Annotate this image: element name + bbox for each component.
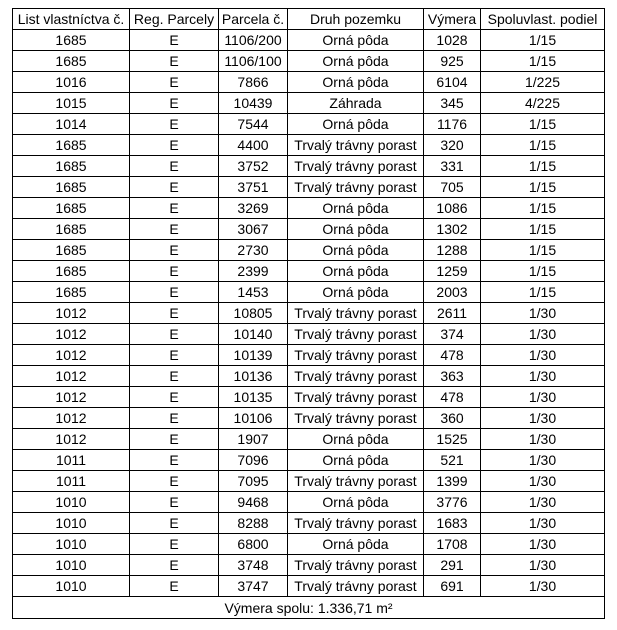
cell-vymera: 291 xyxy=(424,555,481,576)
cell-spoluvlast-podiel: 1/30 xyxy=(481,534,605,555)
cell-parcela-cislo: 10805 xyxy=(219,303,288,324)
table-row xyxy=(13,303,605,324)
cell-list-vlastnictva: 1014 xyxy=(13,114,130,135)
cell-spoluvlast-podiel: 1/30 xyxy=(481,366,605,387)
table-row xyxy=(13,135,605,156)
cell-reg-parcely: E xyxy=(130,135,219,156)
cell-vymera: 691 xyxy=(424,576,481,597)
total-area-cell: Výmera spolu: 1.336,71 m² xyxy=(13,597,605,619)
cell-spoluvlast-podiel: 1/15 xyxy=(481,198,605,219)
cell-vymera: 1525 xyxy=(424,429,481,450)
table-row xyxy=(13,576,605,597)
table-row xyxy=(13,534,605,555)
cell-spoluvlast-podiel: 1/30 xyxy=(481,345,605,366)
cell-list-vlastnictva: 1685 xyxy=(13,30,130,51)
cell-reg-parcely: E xyxy=(130,198,219,219)
cell-reg-parcely: E xyxy=(130,387,219,408)
cell-vymera: 2611 xyxy=(424,303,481,324)
table-row xyxy=(13,429,605,450)
cell-parcela-cislo: 3067 xyxy=(219,219,288,240)
table-row xyxy=(13,93,605,114)
cell-vymera: 1176 xyxy=(424,114,481,135)
cell-list-vlastnictva: 1685 xyxy=(13,198,130,219)
cell-reg-parcely: E xyxy=(130,471,219,492)
table-row xyxy=(13,471,605,492)
cell-vymera: 1259 xyxy=(424,261,481,282)
cell-druh-pozemku: Orná pôda xyxy=(288,198,424,219)
cell-list-vlastnictva: 1685 xyxy=(13,219,130,240)
cell-druh-pozemku: Trvalý trávny porast xyxy=(288,513,424,534)
cell-parcela-cislo: 10136 xyxy=(219,366,288,387)
cell-parcela-cislo: 10139 xyxy=(219,345,288,366)
cell-list-vlastnictva: 1685 xyxy=(13,135,130,156)
cell-parcela-cislo: 4400 xyxy=(219,135,288,156)
table-row xyxy=(13,408,605,429)
cell-druh-pozemku: Trvalý trávny porast xyxy=(288,366,424,387)
cell-list-vlastnictva: 1012 xyxy=(13,366,130,387)
cell-list-vlastnictva: 1012 xyxy=(13,303,130,324)
cell-druh-pozemku: Orná pôda xyxy=(288,219,424,240)
cell-druh-pozemku: Orná pôda xyxy=(288,429,424,450)
cell-parcela-cislo: 10140 xyxy=(219,324,288,345)
cell-reg-parcely: E xyxy=(130,513,219,534)
cell-parcela-cislo: 3269 xyxy=(219,198,288,219)
header-parcela-cislo: Parcela č. xyxy=(219,9,288,30)
cell-druh-pozemku: Orná pôda xyxy=(288,534,424,555)
cell-reg-parcely: E xyxy=(130,429,219,450)
cell-reg-parcely: E xyxy=(130,345,219,366)
cell-vymera: 1302 xyxy=(424,219,481,240)
cell-druh-pozemku: Trvalý trávny porast xyxy=(288,576,424,597)
cell-list-vlastnictva: 1012 xyxy=(13,324,130,345)
cell-vymera: 374 xyxy=(424,324,481,345)
cell-list-vlastnictva: 1010 xyxy=(13,555,130,576)
cell-parcela-cislo: 3751 xyxy=(219,177,288,198)
cell-vymera: 1399 xyxy=(424,471,481,492)
table-body xyxy=(13,30,605,597)
cell-reg-parcely: E xyxy=(130,261,219,282)
cell-reg-parcely: E xyxy=(130,303,219,324)
cell-parcela-cislo: 2730 xyxy=(219,240,288,261)
cell-reg-parcely: E xyxy=(130,93,219,114)
table-row xyxy=(13,513,605,534)
cell-parcela-cislo: 1106/100 xyxy=(219,51,288,72)
cell-spoluvlast-podiel: 1/15 xyxy=(481,282,605,303)
cell-list-vlastnictva: 1685 xyxy=(13,261,130,282)
cell-druh-pozemku: Orná pôda xyxy=(288,450,424,471)
cell-spoluvlast-podiel: 1/15 xyxy=(481,51,605,72)
cell-vymera: 1288 xyxy=(424,240,481,261)
cell-parcela-cislo: 9468 xyxy=(219,492,288,513)
cell-spoluvlast-podiel: 1/30 xyxy=(481,450,605,471)
cell-druh-pozemku: Trvalý trávny porast xyxy=(288,303,424,324)
table-row xyxy=(13,324,605,345)
cell-vymera: 363 xyxy=(424,366,481,387)
cell-parcela-cislo: 10439 xyxy=(219,93,288,114)
cell-druh-pozemku: Trvalý trávny porast xyxy=(288,345,424,366)
cell-spoluvlast-podiel: 1/15 xyxy=(481,219,605,240)
table-row xyxy=(13,492,605,513)
cell-parcela-cislo: 1106/200 xyxy=(219,30,288,51)
cell-list-vlastnictva: 1012 xyxy=(13,387,130,408)
cell-vymera: 478 xyxy=(424,387,481,408)
cell-list-vlastnictva: 1685 xyxy=(13,156,130,177)
cell-parcela-cislo: 2399 xyxy=(219,261,288,282)
cell-reg-parcely: E xyxy=(130,177,219,198)
header-vymera: Výmera xyxy=(424,9,481,30)
cell-druh-pozemku: Trvalý trávny porast xyxy=(288,408,424,429)
cell-vymera: 320 xyxy=(424,135,481,156)
cell-druh-pozemku: Orná pôda xyxy=(288,114,424,135)
cell-spoluvlast-podiel: 1/30 xyxy=(481,303,605,324)
cell-vymera: 360 xyxy=(424,408,481,429)
cell-spoluvlast-podiel: 1/30 xyxy=(481,576,605,597)
cell-druh-pozemku: Orná pôda xyxy=(288,261,424,282)
cell-druh-pozemku: Trvalý trávny porast xyxy=(288,177,424,198)
cell-druh-pozemku: Orná pôda xyxy=(288,282,424,303)
total-row xyxy=(13,597,605,619)
cell-spoluvlast-podiel: 1/15 xyxy=(481,30,605,51)
cell-spoluvlast-podiel: 1/30 xyxy=(481,429,605,450)
cell-druh-pozemku: Trvalý trávny porast xyxy=(288,324,424,345)
table-row xyxy=(13,345,605,366)
cell-spoluvlast-podiel: 1/15 xyxy=(481,240,605,261)
table-row xyxy=(13,177,605,198)
cell-vymera: 331 xyxy=(424,156,481,177)
cell-reg-parcely: E xyxy=(130,156,219,177)
cell-reg-parcely: E xyxy=(130,576,219,597)
cell-parcela-cislo: 1907 xyxy=(219,429,288,450)
cell-list-vlastnictva: 1010 xyxy=(13,513,130,534)
table-row xyxy=(13,282,605,303)
cell-spoluvlast-podiel: 1/30 xyxy=(481,408,605,429)
cell-vymera: 2003 xyxy=(424,282,481,303)
cell-vymera: 6104 xyxy=(424,72,481,93)
cell-reg-parcely: E xyxy=(130,492,219,513)
table-row xyxy=(13,51,605,72)
header-spoluvlast-podiel: Spoluvlast. podiel xyxy=(481,9,605,30)
table-header-row xyxy=(13,9,605,30)
cell-druh-pozemku: Záhrada xyxy=(288,93,424,114)
cell-list-vlastnictva: 1016 xyxy=(13,72,130,93)
cell-spoluvlast-podiel: 1/15 xyxy=(481,177,605,198)
cell-reg-parcely: E xyxy=(130,240,219,261)
cell-list-vlastnictva: 1011 xyxy=(13,450,130,471)
cell-vymera: 1086 xyxy=(424,198,481,219)
cell-vymera: 1683 xyxy=(424,513,481,534)
cell-parcela-cislo: 10106 xyxy=(219,408,288,429)
cell-list-vlastnictva: 1010 xyxy=(13,492,130,513)
header-druh-pozemku: Druh pozemku xyxy=(288,9,424,30)
cell-druh-pozemku: Trvalý trávny porast xyxy=(288,135,424,156)
cell-spoluvlast-podiel: 1/30 xyxy=(481,387,605,408)
table-row xyxy=(13,156,605,177)
cell-druh-pozemku: Trvalý trávny porast xyxy=(288,156,424,177)
cell-parcela-cislo: 10135 xyxy=(219,387,288,408)
cell-vymera: 705 xyxy=(424,177,481,198)
cell-druh-pozemku: Orná pôda xyxy=(288,240,424,261)
cell-druh-pozemku: Trvalý trávny porast xyxy=(288,387,424,408)
table-row xyxy=(13,72,605,93)
table-row xyxy=(13,555,605,576)
cell-vymera: 3776 xyxy=(424,492,481,513)
cell-vymera: 925 xyxy=(424,51,481,72)
cell-parcela-cislo: 7866 xyxy=(219,72,288,93)
cell-list-vlastnictva: 1685 xyxy=(13,240,130,261)
cell-reg-parcely: E xyxy=(130,408,219,429)
cell-druh-pozemku: Trvalý trávny porast xyxy=(288,555,424,576)
cell-reg-parcely: E xyxy=(130,30,219,51)
cell-reg-parcely: E xyxy=(130,282,219,303)
cell-druh-pozemku: Trvalý trávny porast xyxy=(288,471,424,492)
cell-vymera: 345 xyxy=(424,93,481,114)
cell-spoluvlast-podiel: 1/15 xyxy=(481,114,605,135)
cell-druh-pozemku: Orná pôda xyxy=(288,72,424,93)
cell-reg-parcely: E xyxy=(130,555,219,576)
cell-vymera: 478 xyxy=(424,345,481,366)
cell-list-vlastnictva: 1010 xyxy=(13,576,130,597)
cell-reg-parcely: E xyxy=(130,450,219,471)
cell-parcela-cislo: 7095 xyxy=(219,471,288,492)
table-row xyxy=(13,30,605,51)
table-row xyxy=(13,366,605,387)
cell-reg-parcely: E xyxy=(130,72,219,93)
table-row xyxy=(13,261,605,282)
cell-druh-pozemku: Orná pôda xyxy=(288,51,424,72)
table-row xyxy=(13,387,605,408)
cell-list-vlastnictva: 1010 xyxy=(13,534,130,555)
cell-parcela-cislo: 7544 xyxy=(219,114,288,135)
cell-parcela-cislo: 6800 xyxy=(219,534,288,555)
cell-list-vlastnictva: 1685 xyxy=(13,51,130,72)
table-row xyxy=(13,219,605,240)
header-reg-parcely: Reg. Parcely xyxy=(130,9,219,30)
cell-spoluvlast-podiel: 1/15 xyxy=(481,156,605,177)
cell-parcela-cislo: 7096 xyxy=(219,450,288,471)
table-row xyxy=(13,450,605,471)
table-row xyxy=(13,240,605,261)
cell-vymera: 1028 xyxy=(424,30,481,51)
cell-parcela-cislo: 8288 xyxy=(219,513,288,534)
cell-list-vlastnictva: 1685 xyxy=(13,282,130,303)
table-row xyxy=(13,114,605,135)
cell-reg-parcely: E xyxy=(130,219,219,240)
cell-list-vlastnictva: 1015 xyxy=(13,93,130,114)
cell-reg-parcely: E xyxy=(130,534,219,555)
cell-spoluvlast-podiel: 1/30 xyxy=(481,555,605,576)
cell-spoluvlast-podiel: 1/30 xyxy=(481,492,605,513)
cell-list-vlastnictva: 1012 xyxy=(13,345,130,366)
cell-spoluvlast-podiel: 1/225 xyxy=(481,72,605,93)
table-row xyxy=(13,198,605,219)
cell-list-vlastnictva: 1685 xyxy=(13,177,130,198)
cell-reg-parcely: E xyxy=(130,324,219,345)
cell-vymera: 521 xyxy=(424,450,481,471)
cell-spoluvlast-podiel: 1/30 xyxy=(481,471,605,492)
cell-vymera: 1708 xyxy=(424,534,481,555)
cell-spoluvlast-podiel: 1/30 xyxy=(481,324,605,345)
cell-spoluvlast-podiel: 4/225 xyxy=(481,93,605,114)
cell-list-vlastnictva: 1012 xyxy=(13,408,130,429)
cell-reg-parcely: E xyxy=(130,366,219,387)
cell-list-vlastnictva: 1012 xyxy=(13,429,130,450)
parcel-table xyxy=(12,8,605,619)
cell-druh-pozemku: Orná pôda xyxy=(288,30,424,51)
cell-reg-parcely: E xyxy=(130,51,219,72)
cell-spoluvlast-podiel: 1/15 xyxy=(481,135,605,156)
cell-druh-pozemku: Orná pôda xyxy=(288,492,424,513)
cell-parcela-cislo: 3748 xyxy=(219,555,288,576)
cell-parcela-cislo: 1453 xyxy=(219,282,288,303)
header-list-vlastnictva: List vlastníctva č. xyxy=(13,9,130,30)
cell-parcela-cislo: 3747 xyxy=(219,576,288,597)
cell-reg-parcely: E xyxy=(130,114,219,135)
cell-list-vlastnictva: 1011 xyxy=(13,471,130,492)
cell-spoluvlast-podiel: 1/15 xyxy=(481,261,605,282)
cell-spoluvlast-podiel: 1/30 xyxy=(481,513,605,534)
cell-parcela-cislo: 3752 xyxy=(219,156,288,177)
